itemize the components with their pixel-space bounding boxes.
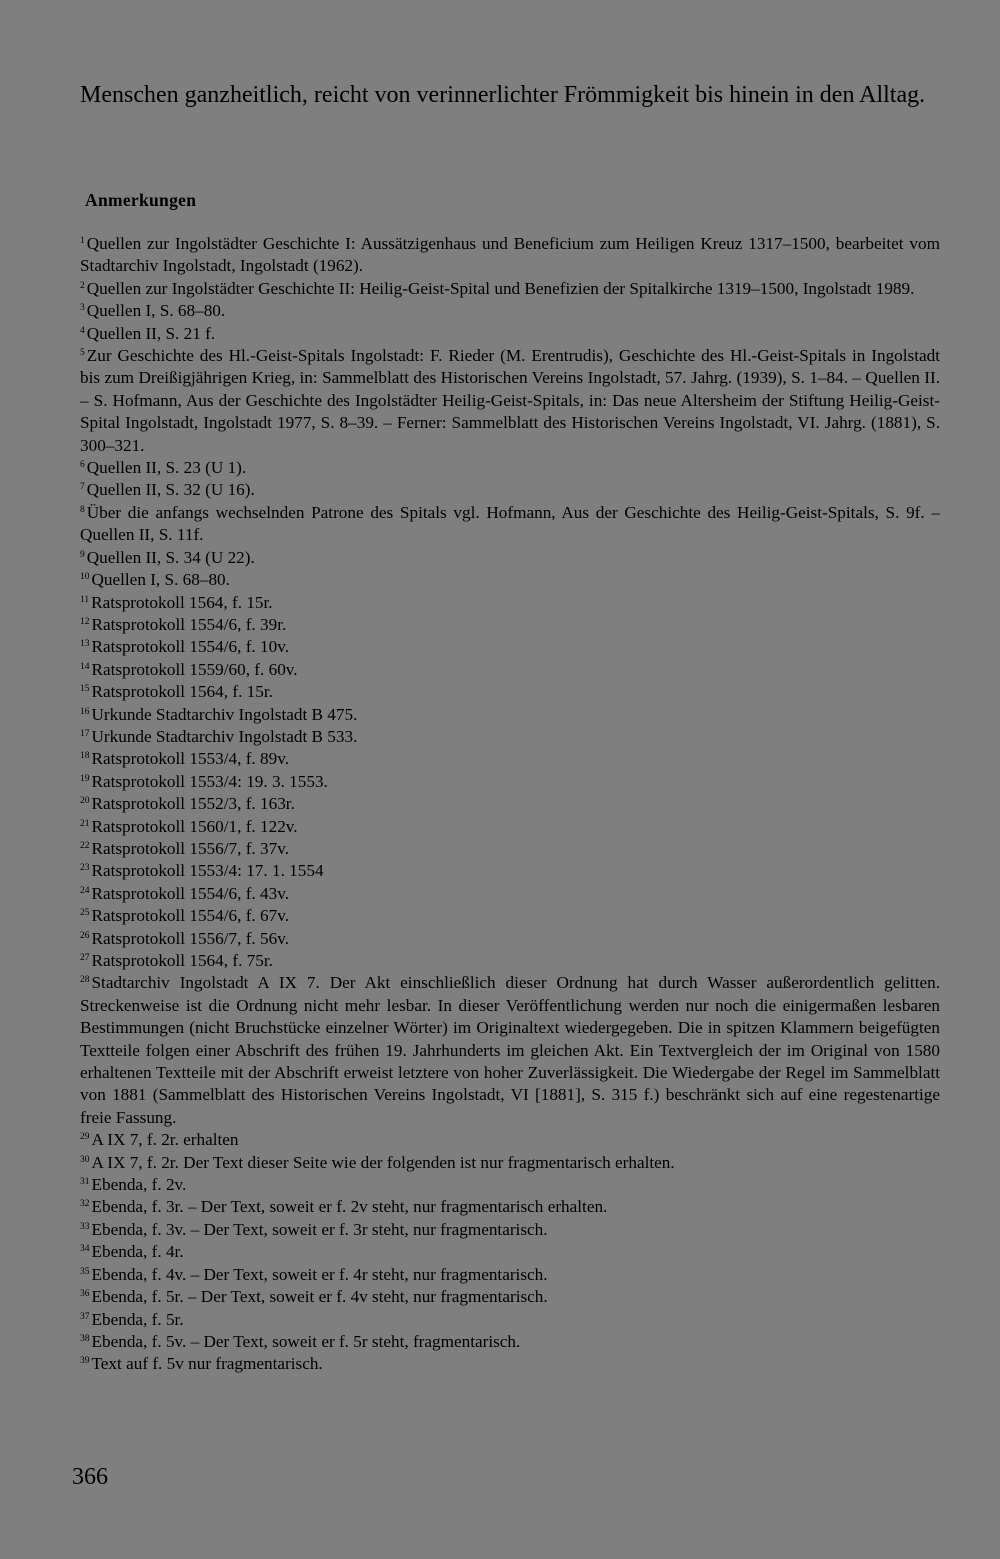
footnote-27 — [80, 950, 940, 972]
footnote-5 — [80, 345, 940, 457]
footnote-6 — [80, 457, 940, 479]
footnote-number: 7 — [80, 482, 85, 493]
footnote-number: 38 — [80, 1333, 90, 1344]
footnote-number: 19 — [80, 773, 90, 784]
footnote-text: Urkunde Stadtarchiv Ingolstadt B 533. — [91, 726, 358, 746]
footnote-number: 21 — [80, 818, 90, 829]
footnote-22 — [80, 838, 940, 860]
footnote-number: 14 — [80, 661, 90, 672]
footnote-26 — [80, 928, 940, 950]
footnote-1 — [80, 233, 940, 278]
footnote-text: Quellen zur Ingolstädter Geschichte II: Heilig-Geist-Spital und Benefizien der Spitalkirche 1319–1500, Ingolstadt 1989. — [86, 278, 915, 298]
footnote-number: 39 — [80, 1356, 90, 1367]
page-body — [80, 80, 940, 1376]
footnote-number: 20 — [80, 796, 90, 807]
footnote-12 — [80, 614, 940, 636]
footnote-30 — [80, 1152, 940, 1174]
footnote-number: 29 — [80, 1132, 90, 1143]
footnote-number: 18 — [80, 751, 90, 762]
footnote-number: 25 — [80, 908, 90, 919]
footnote-number: 36 — [80, 1289, 90, 1300]
footnote-text: Ratsprotokoll 1559/60, f. 60v. — [91, 659, 298, 679]
footnote-35 — [80, 1264, 940, 1286]
footnote-text: Ratsprotokoll 1564, f. 15r. — [91, 682, 273, 702]
footnote-11 — [80, 592, 940, 614]
footnote-31 — [80, 1174, 940, 1196]
footnote-number: 3 — [80, 303, 85, 314]
footnote-18 — [80, 748, 940, 770]
footnote-number: 26 — [80, 930, 90, 941]
footnote-text: Stadtarchiv Ingolstadt A IX 7. Der Akt einschließlich dieser Ordnung hat durch Wasser außerordentlich gelitten. Streckenweise ist die Ordnung nicht mehr lesbar. In dieser Veröffentlichung werden nur noch die einigermaßen lesbaren Bestimmungen (nicht Bruchstücke einzelner Wörter) im Originaltext wiedergegeben. Die in spitzen Klammern beigefügten Textteile folgen einer Abschrift des frühen 19. Jahrhunderts im gleichen Akt. Ein Textvergleich der im Original von 1580 erhaltenen Textteile mit der Abschrift erweist letztere von hoher Zuverlässigkeit. Die Wiedergabe der Regel im Sammelblatt von 1881 (Sammelblatt des Historischen Vereins Ingolstadt, VI [1881], S. 315 f.) beschränkt sich auf eine regestenartige freie Fassung. — [80, 973, 940, 1127]
footnote-text: Ratsprotokoll 1564, f. 15r. — [91, 592, 273, 612]
footnote-text: Ebenda, f. 3v. – Der Text, soweit er f. 3r steht, nur fragmentarisch. — [91, 1219, 548, 1239]
footnote-number: 37 — [80, 1311, 90, 1322]
footnote-23 — [80, 860, 940, 882]
footnote-13 — [80, 636, 940, 658]
footnote-number: 34 — [80, 1244, 90, 1255]
footnote-text: Ratsprotokoll 1554/6, f. 67v. — [91, 906, 289, 926]
footnote-number: 17 — [80, 728, 90, 739]
footnote-number: 32 — [80, 1199, 90, 1210]
footnote-number: 4 — [80, 325, 85, 336]
footnote-text: Quellen II, S. 23 (U 1). — [86, 458, 247, 478]
footnote-text: Ratsprotokoll 1554/6, f. 39r. — [91, 614, 287, 634]
footnote-9 — [80, 547, 940, 569]
footnote-number: 28 — [80, 975, 90, 986]
footnote-text: Ratsprotokoll 1556/7, f. 56v. — [91, 928, 289, 948]
footnote-33 — [80, 1219, 940, 1241]
footnote-20 — [80, 793, 940, 815]
footnote-number: 15 — [80, 684, 90, 695]
footnote-text: Ratsprotokoll 1556/7, f. 37v. — [91, 838, 289, 858]
footnote-number: 13 — [80, 639, 90, 650]
footnote-text: Ratsprotokoll 1564, f. 75r. — [91, 951, 273, 970]
footnote-2 — [80, 278, 940, 300]
footnote-text: Ratsprotokoll 1554/6, f. 43v. — [91, 883, 289, 903]
footnote-34 — [80, 1241, 940, 1263]
footnote-text: A IX 7, f. 2r. erhalten — [91, 1130, 239, 1150]
footnote-text: Ratsprotokoll 1552/3, f. 163r. — [91, 794, 295, 814]
footnote-number: 9 — [80, 549, 85, 560]
footnote-37 — [80, 1309, 940, 1331]
footnote-36 — [80, 1286, 940, 1308]
footnote-number: 22 — [80, 840, 90, 851]
notes-heading: Anmerkungen — [85, 190, 197, 210]
footnote-number: 2 — [80, 280, 85, 291]
footnote-32 — [80, 1196, 940, 1218]
notes-list — [80, 233, 940, 1376]
footnote-29 — [80, 1129, 940, 1151]
footnote-number: 12 — [80, 616, 90, 627]
footnote-text: Ebenda, f. 5v. – Der Text, soweit er f. 5r steht, fragmentarisch. — [91, 1331, 521, 1351]
footnote-17 — [80, 726, 940, 748]
footnote-14 — [80, 659, 940, 681]
footnote-8 — [80, 502, 940, 547]
footnote-21 — [80, 816, 940, 838]
footnote-text: Quellen II, S. 32 (U 16). — [86, 480, 255, 500]
footnote-text: A IX 7, f. 2r. Der Text dieser Seite wie der folgenden ist nur fragmentarisch erhalten. — [91, 1152, 675, 1172]
footnote-4 — [80, 323, 940, 345]
footnote-number: 35 — [80, 1266, 90, 1277]
footnote-16 — [80, 704, 940, 726]
footnote-number: 23 — [80, 863, 90, 874]
footnote-number: 5 — [80, 348, 85, 359]
footnote-text: Ebenda, f. 2v. — [91, 1175, 187, 1195]
footnote-number: 30 — [80, 1154, 90, 1165]
footnote-text: Ebenda, f. 3r. – Der Text, soweit er f. 2v steht, nur fragmentarisch erhalten. — [91, 1197, 608, 1217]
footnote-15 — [80, 681, 940, 703]
footnote-7 — [80, 479, 940, 501]
footnote-text: Ratsprotokoll 1560/1, f. 122v. — [91, 816, 298, 836]
footnote-3 — [80, 300, 940, 322]
footnote-number: 10 — [80, 572, 90, 583]
footnote-text: Urkunde Stadtarchiv Ingolstadt B 475. — [91, 704, 358, 724]
footnote-number: 6 — [80, 460, 85, 471]
footnote-number: 16 — [80, 706, 90, 717]
footnote-19 — [80, 771, 940, 793]
footnote-text: Über die anfangs wechselnden Patrone des Spitals vgl. Hofmann, Aus der Geschichte des Heilig-Geist-Spitals, S. 9f. – Quellen II, S. 11f. — [80, 502, 940, 545]
footnote-39 — [80, 1353, 940, 1375]
intro-paragraph: Menschen ganzheitlich, reicht von verinnerlichter Frömmigkeit bis hinein in den Alltag. — [80, 82, 926, 108]
footnote-text: Quellen zur Ingolstädter Geschichte I: Aussätzigenhaus und Beneficium zum Heiligen Kreuz 1317–1500, bearbeitet vom Stadtarchiv Ingolstadt, Ingolstadt (1962). — [80, 234, 940, 276]
footnote-28 — [80, 972, 940, 1129]
footnote-38 — [80, 1331, 940, 1353]
footnote-text: Ebenda, f. 5r. — [91, 1309, 184, 1329]
footnote-10 — [80, 569, 940, 591]
footnote-number: 1 — [80, 236, 85, 246]
footnote-text: Ratsprotokoll 1553/4: 19. 3. 1553. — [91, 771, 328, 791]
footnote-text: Quellen II, S. 34 (U 22). — [86, 547, 255, 567]
footnote-number: 8 — [80, 504, 85, 515]
footnote-text: Ratsprotokoll 1553/4: 17. 1. 1554 — [91, 861, 324, 881]
footnote-text: Ratsprotokoll 1554/6, f. 10v. — [91, 637, 289, 657]
footnote-text: Zur Geschichte des Hl.-Geist-Spitals Ingolstadt: F. Rieder (M. Erentrudis), Geschichte des Hl.-Geist-Spitals in Ingolstadt bis zum Dreißigjährigen Krieg, in: Sammelblatt des Historischen Vereins Ingolstadt, 57. Jahrg. (1939), S. 1–84. – Quellen II. – S. Hofmann, Aus der Geschichte des Ingolstädter Heilig-Geist-Spitals, in: Das neue Altersheim der Stiftung Heilig-Geist-Spital Ingolstadt, Ingolstadt 1977, S. 8–39. – Ferner: Sammelblatt des Historischen Vereins Ingolstadt, VI. Jahrg. (1881), S. 300–321. — [80, 346, 940, 455]
footnote-text: Ebenda, f. 4r. — [91, 1242, 184, 1262]
footnote-25 — [80, 905, 940, 927]
footnote-number: 31 — [80, 1177, 90, 1188]
footnote-text: Quellen I, S. 68–80. — [91, 570, 230, 590]
footnote-text: Text auf f. 5v nur fragmentarisch. — [91, 1354, 323, 1374]
footnote-24 — [80, 883, 940, 905]
footnote-number: 24 — [80, 885, 90, 896]
footnote-number: 27 — [80, 953, 90, 963]
page-number: 366 — [72, 1464, 108, 1490]
footnote-text: Quellen I, S. 68–80. — [86, 301, 226, 321]
footnote-text: Ebenda, f. 5r. – Der Text, soweit er f. 4v steht, nur fragmentarisch. — [91, 1287, 548, 1307]
footnote-text: Ebenda, f. 4v. – Der Text, soweit er f. 4r steht, nur fragmentarisch. — [91, 1264, 548, 1284]
footnote-text: Ratsprotokoll 1553/4, f. 89v. — [91, 749, 289, 769]
footnote-number: 11 — [80, 594, 90, 605]
footnote-text: Quellen II, S. 21 f. — [86, 323, 216, 343]
footnote-number: 33 — [80, 1221, 90, 1232]
